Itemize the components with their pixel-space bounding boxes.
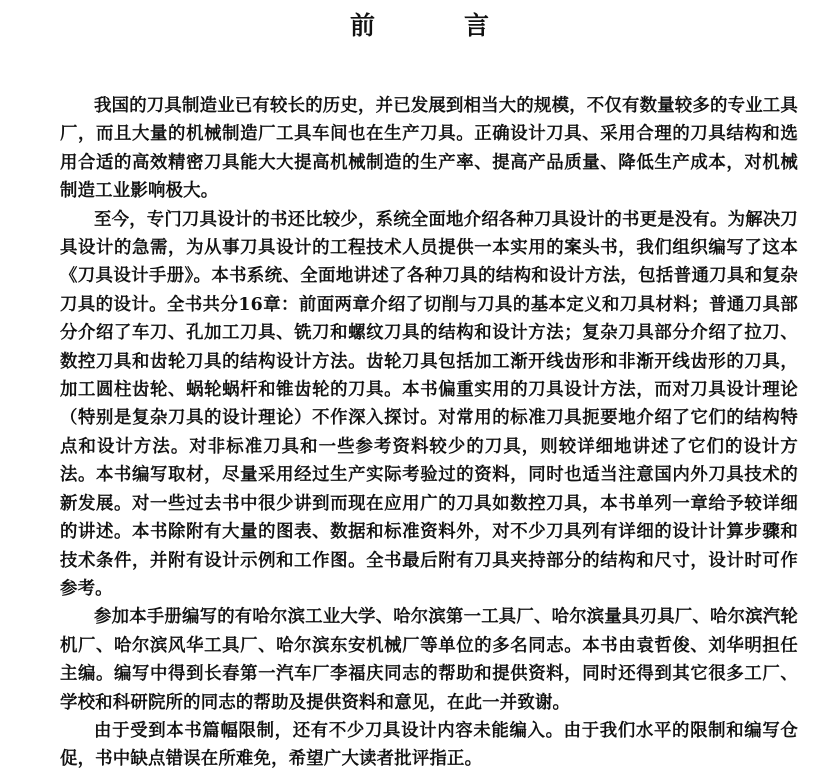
paragraph: 我国的刀具制造业已有较长的历史，并已发展到相当大的规模，不仅有数量较多的专业工具厂，而且大量的机械制造厂工具车间也在生产刀具。正确设计刀具、采用合理的刀具结构和选用合适的高效精密刀具能大大提高机械制造的生产率、提高产品质量、降低生产成本，对机械制造工业影响极大。: [60, 96, 798, 202]
paragraph: 参加本手册编写的有哈尔滨工业大学、哈尔滨第一工具厂、哈尔滨量具刃具厂、哈尔滨汽轮机厂、哈尔滨风华工具厂、哈尔滨东安机械厂等单位的多名同志。本书由袁哲俊、刘华明担任主编。编写中得到长春第一汽车厂李福庆同志的帮助和提供资料，同时还得到其它很多工厂、学校和科研院所的同志的帮助及提供资料和意见，在此一并致谢。: [60, 607, 798, 713]
page-title: 前 言: [349, 11, 521, 40]
paragraph: 至今，专门刀具设计的书还比较少，系统全面地介绍各种刀具设计的书更是没有。为解决刀具设计的急需，为从事刀具设计的工程技术人员提供一本实用的案头书，我们组织编写了这本《刀具设计手册》。本书系统、全面地讲述了各种刀具的结构和设计方法，包括普通刀具和复杂刀具的设计。全书共分16章：前面两章介绍了切削与刀具的基本定义和刀具材料；普通刀具部分介绍了车刀、孔加工刀具、铣刀和螺纹刀具的结构和设计方法；复杂刀具部分介绍了拉刀、数控刀具和齿轮刀具的结构设计方法。齿轮刀具包括加工渐开线齿形和非渐开线齿形的刀具，加工圆柱齿轮、蜗轮蜗杆和锥齿轮的刀具。本书偏重实用的刀具设计方法，而对刀具设计理论（特别是复杂刀具的设计理论）不作深入探讨。对常用的标准刀具扼要地介绍了它们的结构特点和设计方法。对非标准刀具和一些参考资料较少的刀具，则较详细地讲述了它们的设计方法。本书编写取材，尽量采用经过生产实际考验过的资料，同时也适当注意国内外刀具技术的新发展。对一些过去书中很少讲到而现在应用广的刀具如数控刀具，本书单列一章给予较详细的讲述。本书除附有大量的图表、数据和标准资料外，对不少刀具列有详细的设计计算步骤和技术条件，并附有设计示例和工作图。全书最后附有刀具夹持部分的结构和尺寸，设计时可作参考。: [60, 209, 798, 599]
paragraph: 由于受到本书篇幅限制，还有不少刀具设计内容未能编入。由于我们水平的限制和编写仓促，书中缺点错误在所难免，希望广大读者批评指正。: [60, 720, 798, 770]
preface-body: [60, 92, 798, 774]
